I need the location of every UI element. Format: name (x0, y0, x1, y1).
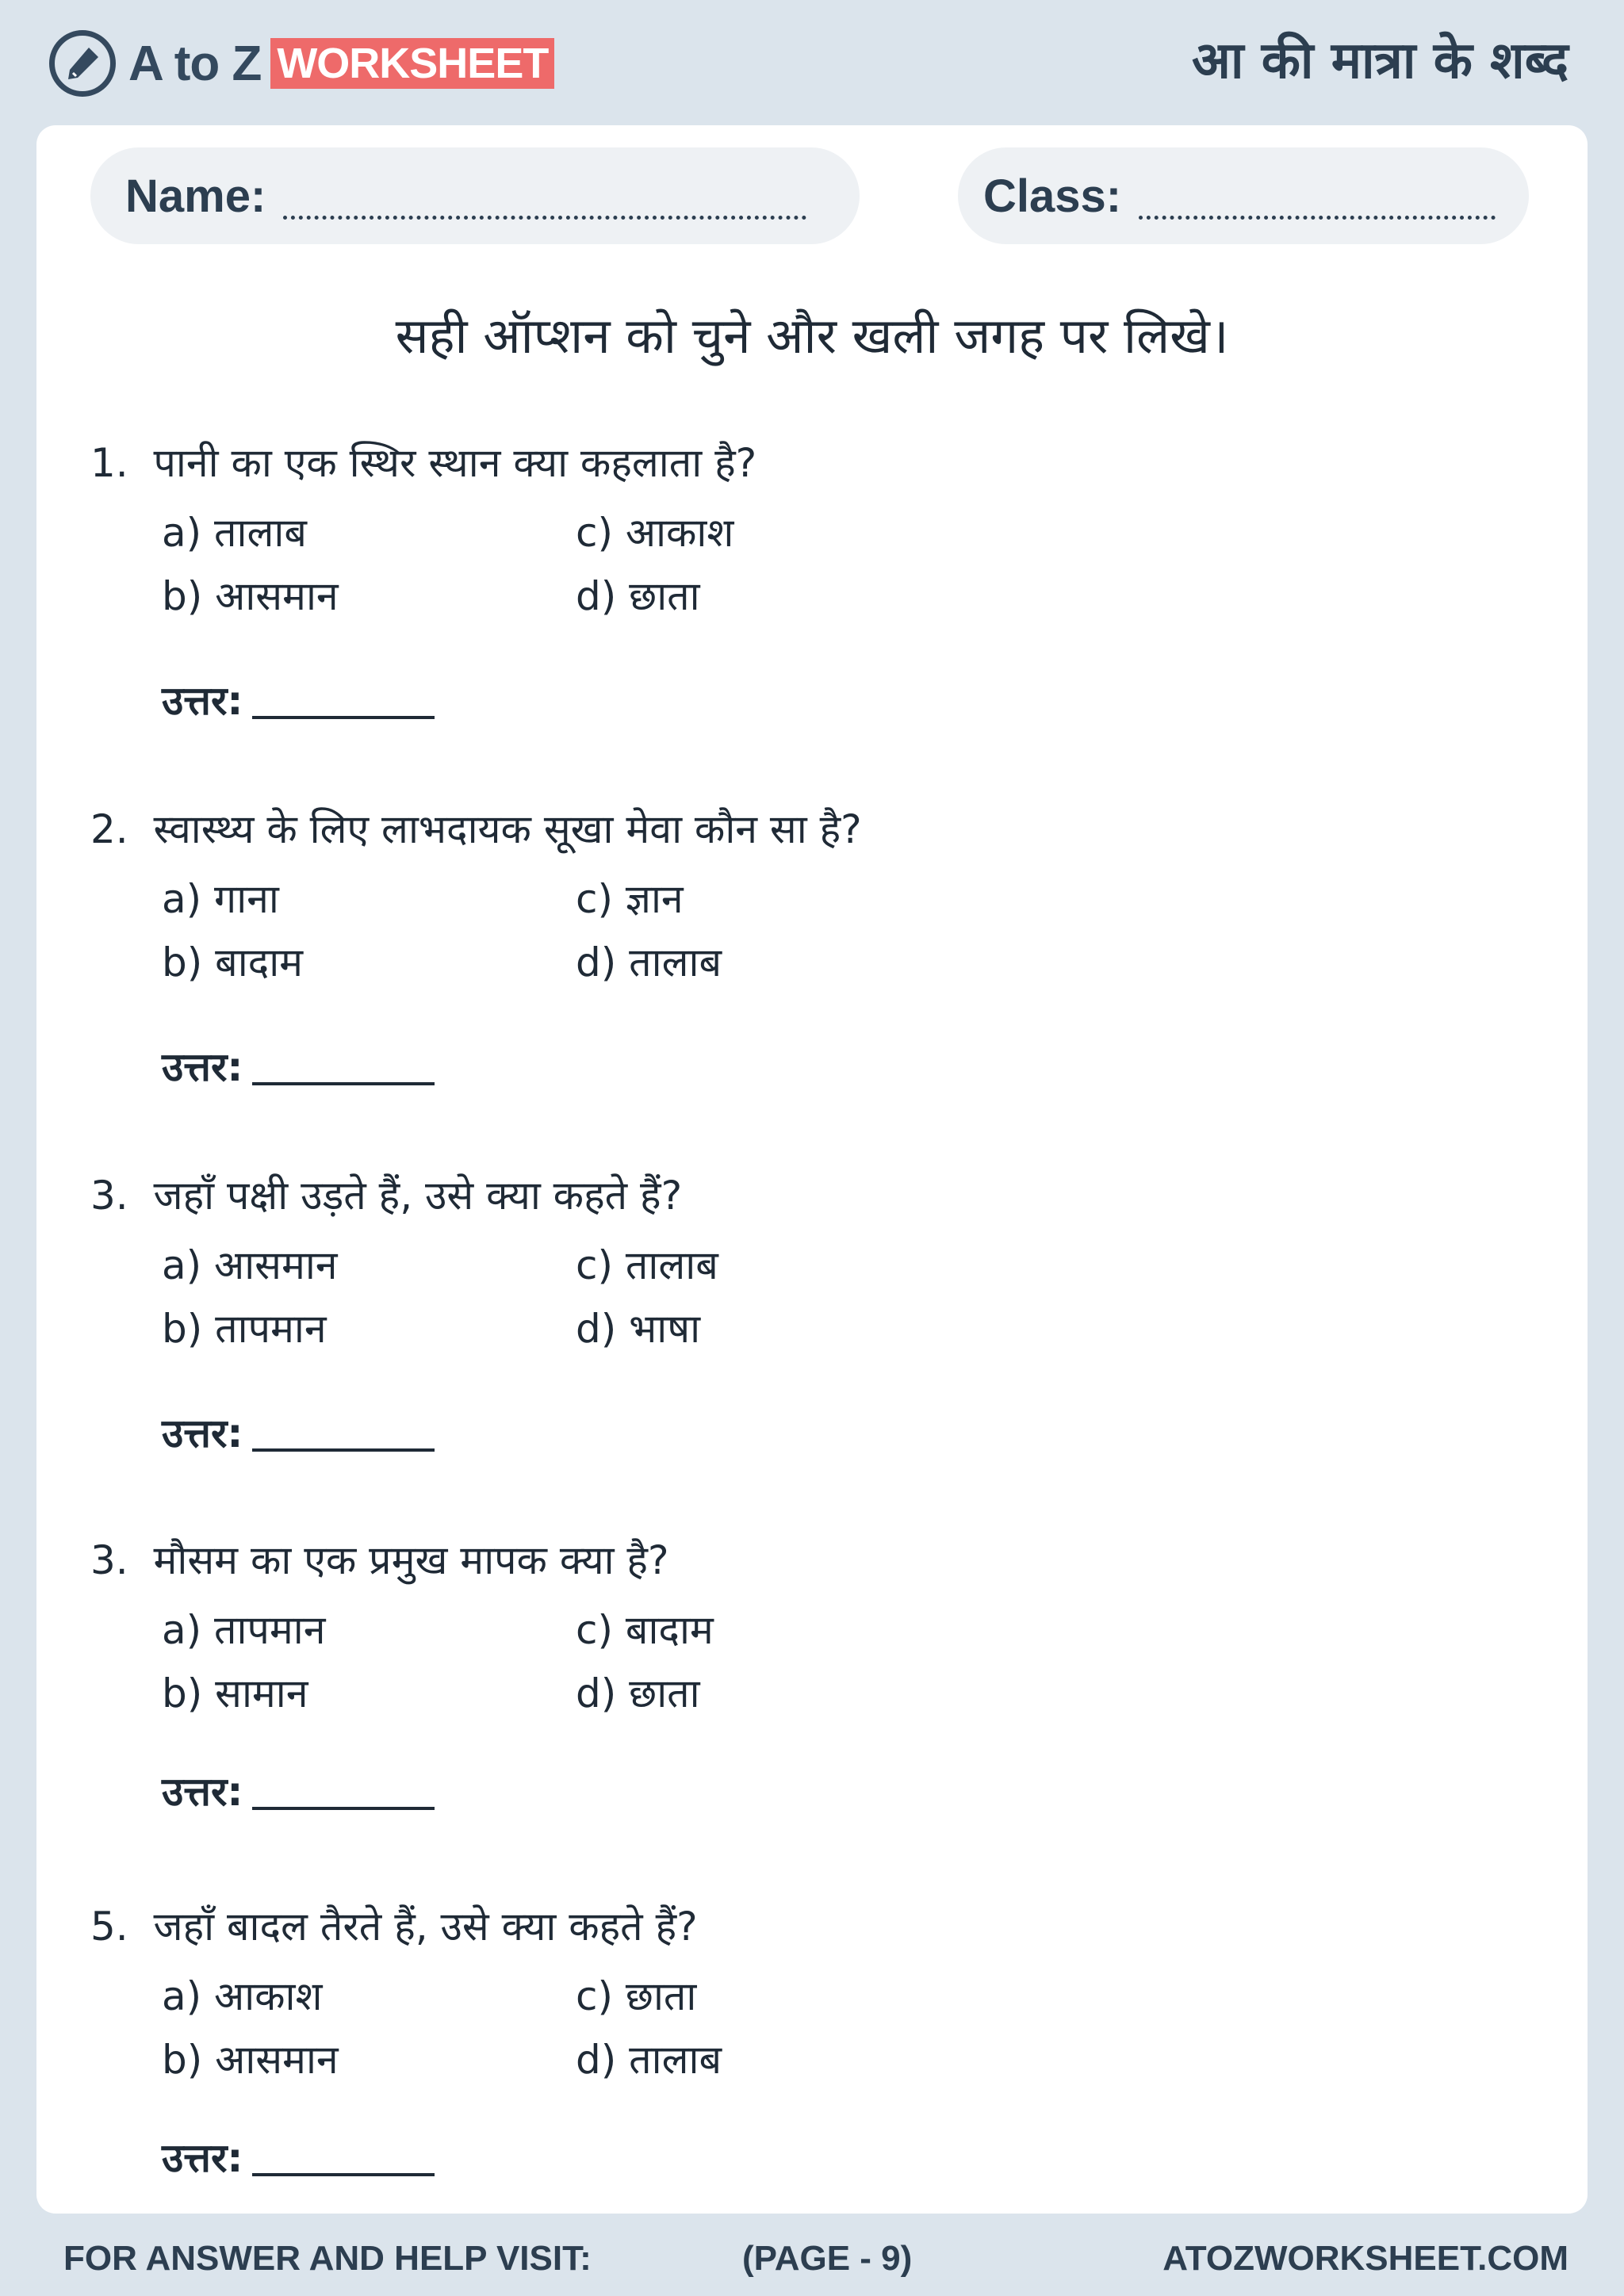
answer-label: उत्तर: (162, 678, 243, 724)
name-field[interactable] (90, 147, 860, 244)
option-b[interactable]: b) आसमान (162, 2037, 339, 2083)
logo-highlight: WORKSHEET (270, 38, 554, 89)
logo-prefix: A to Z (128, 36, 262, 91)
name-label: Name: (125, 170, 266, 222)
question-2 (90, 801, 1518, 1090)
option-a[interactable]: a) आसमान (162, 1242, 338, 1288)
question-3 (90, 1167, 1518, 1456)
answer-line[interactable] (252, 1433, 435, 1452)
question-text (90, 801, 1518, 855)
option-a[interactable]: a) गाना (162, 876, 279, 922)
option-d[interactable]: d) छाता (576, 573, 700, 619)
answer-field[interactable] (162, 1763, 435, 1817)
answer-line[interactable] (252, 1066, 435, 1085)
option-a[interactable]: a) आकाश (162, 1973, 323, 2019)
options (90, 1237, 1518, 1372)
options (90, 871, 1518, 1005)
instruction: सही ऑप्शन को चुने और खली जगह पर लिखे। (395, 307, 1229, 365)
option-b[interactable]: b) बादाम (162, 939, 304, 985)
page-number: (PAGE - 9) (742, 2239, 913, 2278)
class-label: Class: (983, 170, 1122, 222)
options (90, 1601, 1518, 1736)
question-number: 3. (90, 1173, 128, 1219)
option-a[interactable]: a) तालाब (162, 510, 307, 556)
question-4 (90, 1532, 1518, 1815)
answer-field[interactable] (162, 672, 435, 726)
option-b[interactable]: b) सामान (162, 1670, 308, 1716)
question-number: 5. (90, 1904, 128, 1950)
footer-help-text: FOR ANSWER AND HELP VISIT: (63, 2239, 592, 2278)
question-label: जहाँ बादल तैरते हैं, उसे क्या कहते हैं? (153, 1904, 698, 1950)
answer-line[interactable] (252, 2157, 435, 2176)
options (90, 504, 1518, 639)
option-c[interactable]: c) तालाब (576, 1242, 718, 1288)
question-number: 2. (90, 806, 128, 852)
question-text (90, 1167, 1518, 1221)
options (90, 1968, 1518, 2103)
question-label: जहाँ पक्षी उड़ते हैं, उसे क्या कहते हैं? (153, 1173, 683, 1219)
option-d[interactable]: d) छाता (576, 1670, 700, 1716)
question-1 (90, 434, 1518, 724)
question-number: 1. (90, 440, 128, 486)
option-c[interactable]: c) ज्ञान (576, 876, 684, 922)
option-d[interactable]: d) भाषा (576, 1306, 701, 1352)
question-number: 3. (90, 1537, 128, 1583)
footer (0, 2220, 1624, 2296)
option-c[interactable]: c) बादाम (576, 1607, 714, 1653)
question-text (90, 1898, 1518, 1952)
option-b[interactable]: b) तापमान (162, 1306, 327, 1352)
answer-field[interactable] (162, 1039, 435, 1093)
website-link[interactable]: ATOZWORKSHEET.COM (1162, 2239, 1568, 2278)
question-label: स्वास्थ्य के लिए लाभदायक सूखा मेवा कौन सा है? (153, 806, 862, 852)
name-dotted-line (283, 192, 806, 220)
question-label: पानी का एक स्थिर स्थान क्या कहलाता है? (153, 440, 757, 486)
option-a[interactable]: a) तापमान (162, 1607, 326, 1653)
answer-label: उत्तर: (162, 1044, 243, 1090)
question-text (90, 1532, 1518, 1586)
pen-icon (49, 30, 116, 97)
question-text (90, 434, 1518, 488)
option-d[interactable]: d) तालाब (576, 939, 722, 985)
header (0, 0, 1624, 127)
question-5 (90, 1898, 1518, 2181)
option-d[interactable]: d) तालाब (576, 2037, 722, 2083)
answer-line[interactable] (252, 700, 435, 719)
answer-line[interactable] (252, 1791, 435, 1810)
page-title: आ की मात्रा के शब्द (1192, 32, 1568, 90)
answer-field[interactable] (162, 2130, 435, 2183)
answer-label: उत्तर: (162, 2135, 243, 2181)
answer-field[interactable] (162, 1405, 435, 1459)
option-c[interactable]: c) आकाश (576, 510, 734, 556)
logo (49, 24, 554, 103)
question-label: मौसम का एक प्रमुख मापक क्या है? (153, 1537, 669, 1583)
class-field[interactable] (958, 147, 1529, 244)
option-b[interactable]: b) आसमान (162, 573, 339, 619)
option-c[interactable]: c) छाता (576, 1973, 697, 2019)
answer-label: उत्तर: (162, 1410, 243, 1456)
answer-label: उत्तर: (162, 1769, 243, 1815)
worksheet-card (36, 125, 1588, 2214)
class-dotted-line (1139, 192, 1496, 220)
